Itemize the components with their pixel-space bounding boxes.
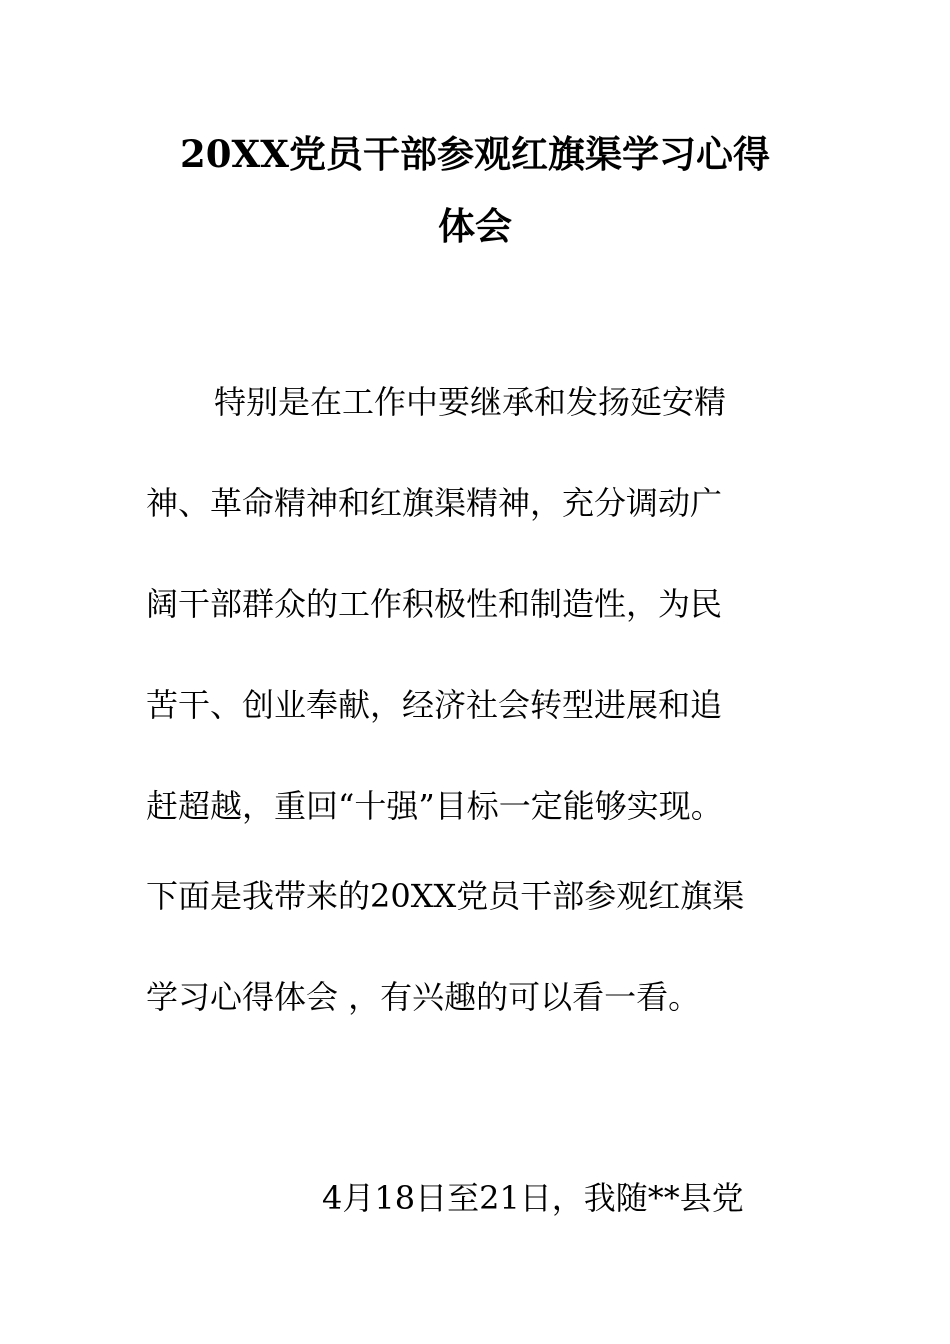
body-text-line: 下面是我带来的20XX党员干部参观红旗渠 — [146, 877, 745, 915]
body-text-line: 学习心得体会 ，有兴趣的可以看一看。 — [146, 978, 701, 1016]
document-title-line-2: 体会 — [438, 204, 512, 248]
body-text-line: 阔干部群众的工作积极性和制造性，为民 — [146, 585, 723, 623]
body-text-line: 神、革命精神和红旗渠精神，充分调动广 — [146, 484, 723, 522]
second-paragraph-line: 4月18日至21日，我随**县党 — [322, 1179, 744, 1217]
document-title-line-1: 20XX党员干部参观红旗渠学习心得 — [180, 132, 770, 176]
body-text-line: 特别是在工作中要继承和发扬延安精 — [214, 383, 727, 421]
body-text-line: 赶超越，重回“十强”目标一定能够实现。 — [146, 787, 723, 825]
body-text-line: 苦干、创业奉献，经济社会转型进展和追 — [146, 686, 723, 724]
